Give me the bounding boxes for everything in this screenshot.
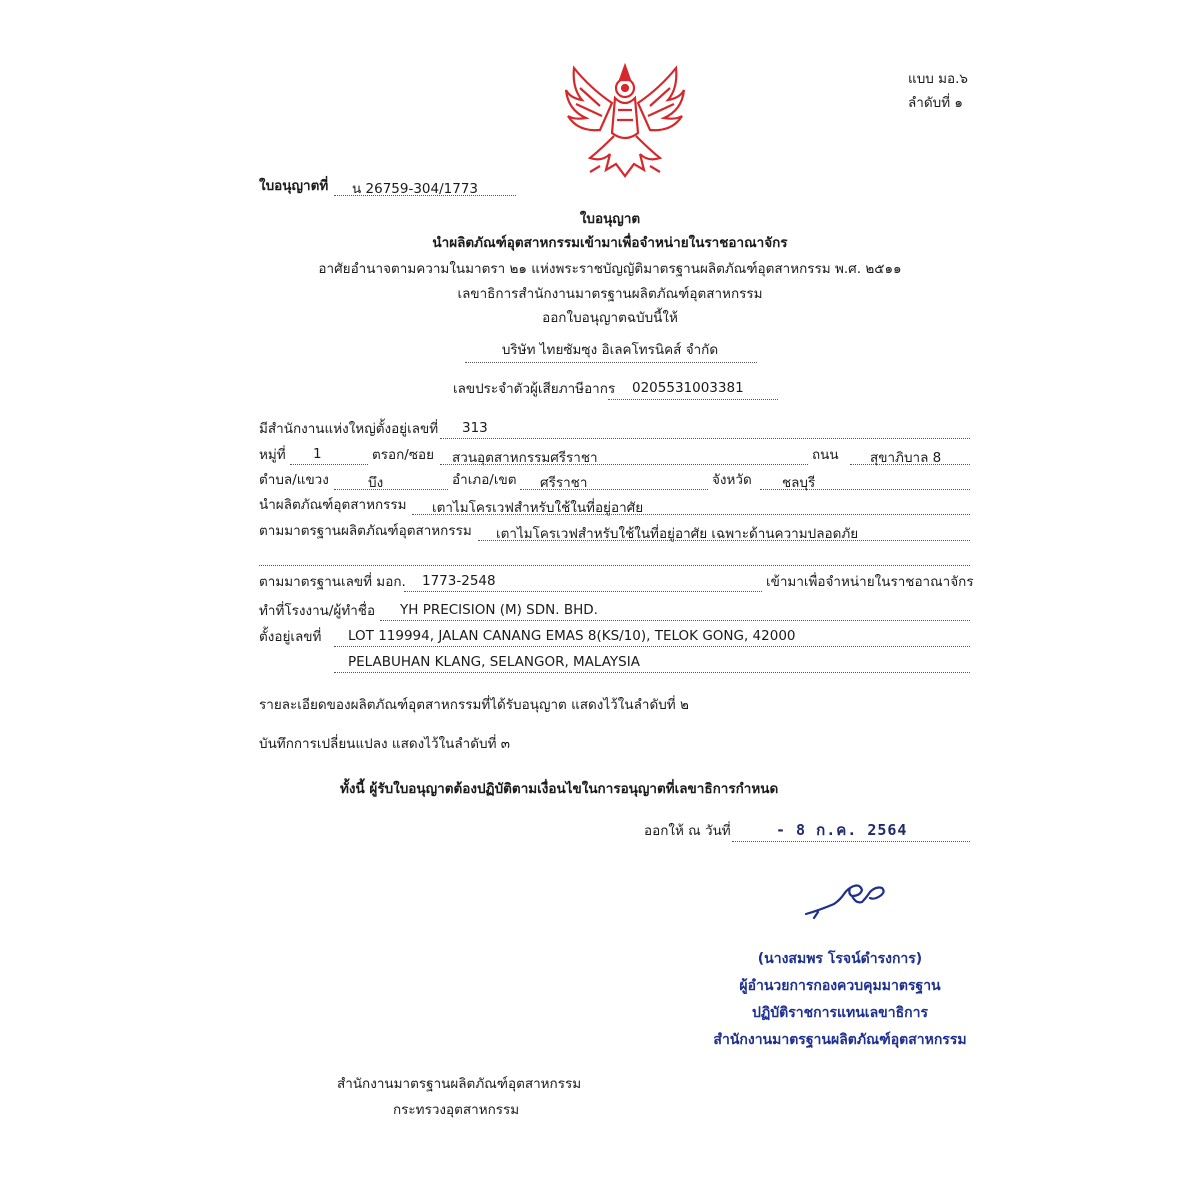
manufacturer-name: YH PRECISION (M) SDN. BHD. — [400, 602, 598, 618]
license-number: น 26759-304/1773 — [352, 181, 479, 197]
signatory-title: ผู้อำนวยการกองควบคุมมาตรฐาน — [739, 978, 941, 994]
dotted-line — [334, 195, 516, 196]
garuda-emblem-icon — [560, 58, 690, 183]
province-label: จังหวัด — [712, 472, 752, 488]
tambon-value: บึง — [368, 475, 384, 491]
office-number: 313 — [462, 420, 488, 436]
dotted-line — [334, 646, 970, 647]
changes-text: บันทึกการเปลี่ยนแปลง แสดงไว้ในลำดับที่ ๓ — [259, 736, 510, 752]
product-value: เตาไมโครเวฟสำหรับใช้ในที่อยู่อาศัย — [432, 500, 644, 516]
dotted-line — [850, 464, 970, 465]
issue-text: ออกใบอนุญาตฉบับนี้ให้ — [542, 310, 678, 326]
footer-ministry: กระทรวงอุตสาหกรรม — [393, 1102, 520, 1118]
road-value: สุขาภิบาล 8 — [870, 450, 942, 466]
document-title: ใบอนุญาต — [579, 211, 641, 227]
company-name: บริษัท ไทยซัมซุง อิเลคโทรนิคส์ จำกัด — [501, 342, 719, 358]
moo-value: 1 — [313, 446, 322, 462]
dotted-line — [478, 540, 970, 541]
office-label: มีสำนักงานแห่งใหญ่ตั้งอยู่เลขที่ — [259, 421, 439, 437]
dotted-line — [404, 591, 762, 592]
dotted-line — [380, 620, 970, 621]
amphoe-value: ศรีราชา — [540, 475, 588, 491]
dotted-line — [465, 362, 757, 363]
handwritten-signature — [800, 874, 900, 924]
province-value: ชลบุรี — [782, 475, 816, 491]
soi-label: ตรอก/ซอย — [372, 447, 435, 463]
dotted-line — [732, 841, 970, 842]
dotted-line — [608, 399, 778, 400]
product-label: นำผลิตภัณฑ์อุตสาหกรรม — [259, 497, 407, 513]
dotted-line — [440, 464, 808, 465]
dotted-line — [440, 438, 970, 439]
signatory-office: สำนักงานมาตรฐานผลิตภัณฑ์อุตสาหกรรม — [713, 1032, 967, 1048]
dotted-line — [259, 565, 970, 566]
standard-label: ตามมาตรฐานผลิตภัณฑ์อุตสาหกรรม — [259, 523, 472, 539]
secretary-text: เลขาธิการสำนักงานมาตรฐานผลิตภัณฑ์อุตสาหกรรม — [457, 286, 763, 302]
manufacturer-address-line1: LOT 119994, JALAN CANANG EMAS 8(KS/10), TELOK GONG, 42000 — [348, 628, 796, 644]
dotted-line — [412, 514, 970, 515]
issue-date: - 8 ก.ค. 2564 — [776, 821, 908, 839]
condition-text: ทั้งนี้ ผู้รับใบอนุญาตต้องปฏิบัติตามเงื่อนไขในการอนุญาตที่เลขาธิการกำหนด — [340, 781, 779, 797]
signatory-name: (นางสมพร โรจน์ดำรงการ) — [757, 951, 923, 967]
tis-suffix: เข้ามาเพื่อจำหน่ายในราชอาณาจักร — [766, 574, 974, 590]
tis-label: ตามมาตรฐานเลขที่ มอก. — [259, 574, 406, 590]
standard-value: เตาไมโครเวฟสำหรับใช้ในที่อยู่อาศัย เฉพาะด้านความปลอดภัย — [496, 526, 859, 542]
document-subtitle: นำผลิตภัณฑ์อุตสาหกรรมเข้ามาเพื่อจำหน่ายในราชอาณาจักร — [432, 235, 788, 251]
details-text: รายละเอียดของผลิตภัณฑ์อุตสาหกรรมที่ได้รับอนุญาต แสดงไว้ในลำดับที่ ๒ — [259, 697, 689, 713]
dotted-line — [334, 672, 970, 673]
road-label: ถนน — [812, 447, 839, 463]
manufacturer-address-line2: PELABUHAN KLANG, SELANGOR, MALAYSIA — [348, 654, 640, 670]
tambon-label: ตำบล/แขวง — [259, 472, 329, 488]
tax-id: 0205531003381 — [632, 380, 744, 396]
dotted-line — [520, 489, 708, 490]
manufacturer-label: ทำที่โรงงาน/ผู้ทำชื่อ — [259, 603, 376, 619]
tax-id-label: เลขประจำตัวผู้เสียภาษีอากร — [453, 381, 616, 397]
soi-value: สวนอุตสาหกรรมศรีราชา — [452, 450, 598, 466]
form-code: แบบ มอ.๖ — [908, 71, 968, 87]
form-order: ลำดับที่ ๑ — [908, 95, 963, 111]
moo-label: หมู่ที่ — [259, 447, 286, 463]
manufacturer-address-label: ตั้งอยู่เลขที่ — [259, 629, 322, 645]
tis-number: 1773-2548 — [422, 573, 496, 589]
footer-office: สำนักงานมาตรฐานผลิตภัณฑ์อุตสาหกรรม — [337, 1076, 582, 1092]
signatory-acting: ปฏิบัติราชการแทนเลขาธิการ — [751, 1005, 929, 1021]
dotted-line — [334, 489, 448, 490]
dotted-line — [290, 464, 368, 465]
authority-text: อาศัยอำนาจตามความในมาตรา ๒๑ แห่งพระราชบัญญัติมาตรฐานผลิตภัณฑ์อุตสาหกรรม พ.ศ. ๒๕๑๑ — [318, 261, 902, 277]
dotted-line — [760, 489, 970, 490]
license-number-label: ใบอนุญาตที่ — [259, 178, 329, 194]
amphoe-label: อำเภอ/เขต — [452, 472, 517, 488]
issue-date-label: ออกให้ ณ วันที่ — [644, 823, 731, 839]
